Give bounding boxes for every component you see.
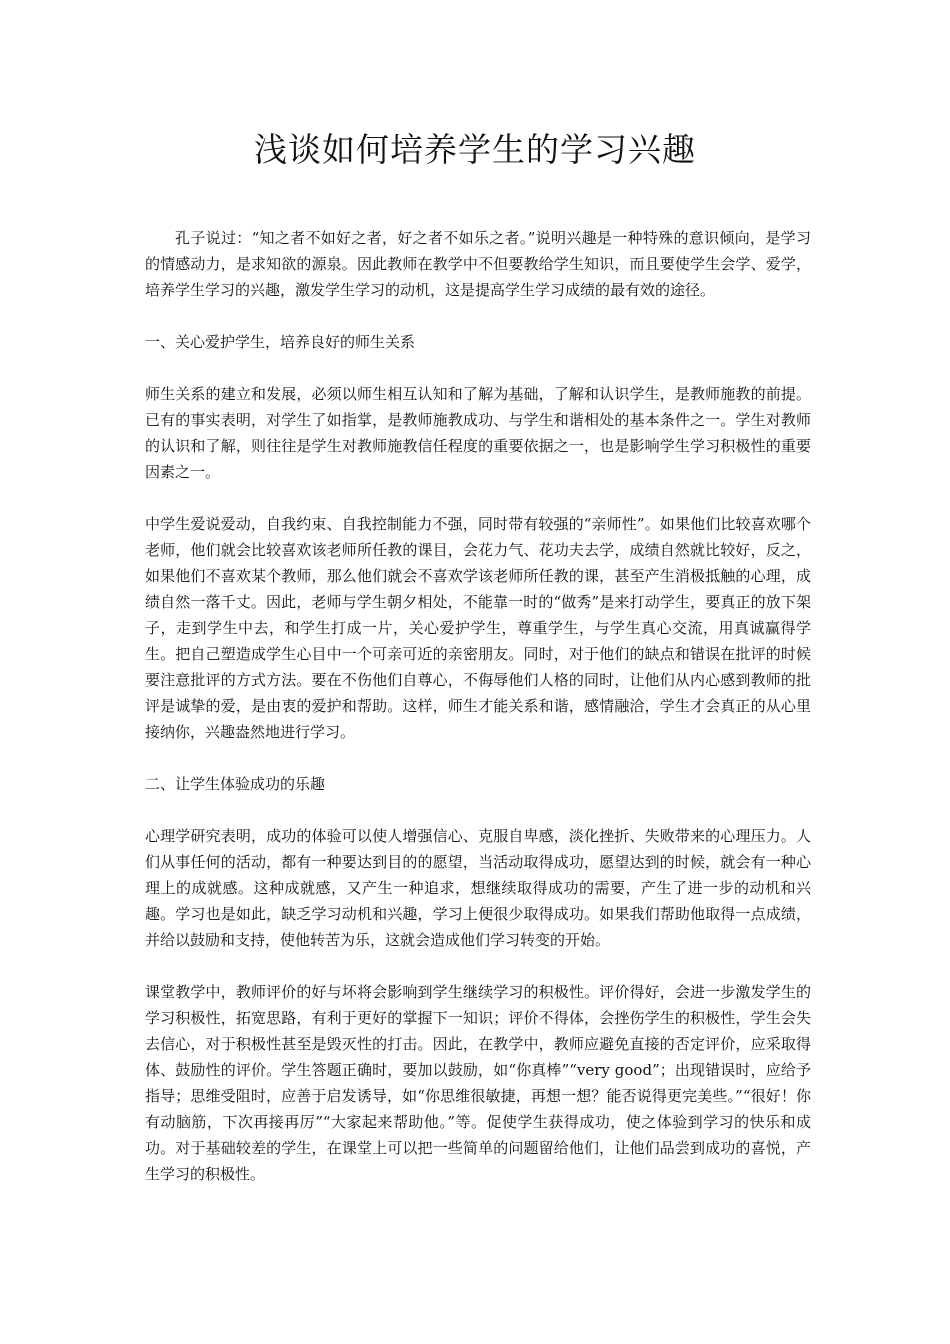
section-1-paragraph-1: 师生关系的建立和发展，必须以师生相互认知和了解为基础，了解和认识学生，是教师施教的前提。已有的事实表明，对学生了如指掌，是教师施教成功、与学生和谐相处的基本条件之一。学生对教师的认识和了解，则往往是学生对教师施教信任程度的重要依据之一，也是影响学生学习积极性的重要因素之一。	[145, 385, 811, 481]
section-2-paragraph-2: 课堂教学中，教师评价的好与坏将会影响到学生继续学习的积极性。评价得好，会进一步激发学生的学习积极性，拓宽思路，有利于更好的掌握下一知识；评价不得体，会挫伤学生的积极性，学生会失去信心，对于积极性甚至是毁灭性的打击。因此，在教学中，教师应避免直接的否定评价，应采取得体、鼓励性的评价。学生答题正确时，要加以鼓励，如“你真棒”“very good”；出现错误时，应给予指导；思维受阻时，应善于启发诱导，如“你思维很敏捷，再想一想？能否说得更完美些。”“很好！你有动脑筋，下次再接再厉”“大家起来帮助他。”等。促使学生获得成功，使之体验到学习的快乐和成功。对于基础较差的学生，在课堂上可以把一些简单的问题留给他们，让他们品尝到成功的喜悦，产生学习的积极性。	[145, 983, 811, 1183]
section-2-paragraph-1: 心理学研究表明，成功的体验可以使人增强信心、克服自卑感，淡化挫折、失败带来的心理压力。人们从事任何的活动，都有一种要达到目的的愿望，当活动取得成功，愿望达到的时候，就会有一种心理上的成就感。这种成就感，又产生一种追求，想继续取得成功的需要，产生了进一步的动机和兴趣。学习也是如此，缺乏学习动机和兴趣，学习上便很少取得成功。如果我们帮助他取得一点成绩，并给以鼓励和支持，使他转苦为乐，这就会造成他们学习转变的开始。	[145, 827, 811, 949]
intro-paragraph: 孔子说过：“知之者不如好之者，好之者不如乐之者。”说明兴趣是一种特殊的意识倾向，是学习的情感动力，是求知欲的源泉。因此教师在教学中不但要教给学生知识，而且要使学生会学、爱学，培养学生学习的兴趣，激发学生学习的动机，这是提高学生学习成绩的最有效的途径。	[145, 229, 811, 299]
section-1-paragraph-2: 中学生爱说爱动，自我约束、自我控制能力不强，同时带有较强的“亲师性”。如果他们比较喜欢哪个老师，他们就会比较喜欢该老师所任教的课目，会花力气、花功夫去学，成绩自然就比较好，反之，如果他们不喜欢某个教师，那么他们就会不喜欢学该老师所任教的课，甚至产生消极抵触的心理，成绩自然一落千丈。因此，老师与学生朝夕相处，不能靠一时的“做秀”是来打动学生，要真正的放下架子，走到学生中去，和学生打成一片，关心爱护学生，尊重学生，与学生真心交流，用真诚赢得学生。把自己塑造成学生心目中一个可亲可近的亲密朋友。同时，对于他们的缺点和错误在批评的时候要注意批评的方式方法。要在不伤他们自尊心，不侮辱他们人格的同时，让他们从内心感到教师的批评是诚挚的爱，是由衷的爱护和帮助。这样，师生才能关系和谐，感情融洽，学生才会真正的从心里接纳你，兴趣盎然地进行学习。	[145, 515, 811, 741]
section-2-heading: 二、让学生体验成功的乐趣	[145, 775, 326, 793]
document-title: 浅谈如何培养学生的学习兴趣	[254, 130, 696, 169]
section-1-heading: 一、关心爱护学生，培养良好的师生关系	[145, 333, 416, 351]
document-body	[145, 225, 811, 1213]
